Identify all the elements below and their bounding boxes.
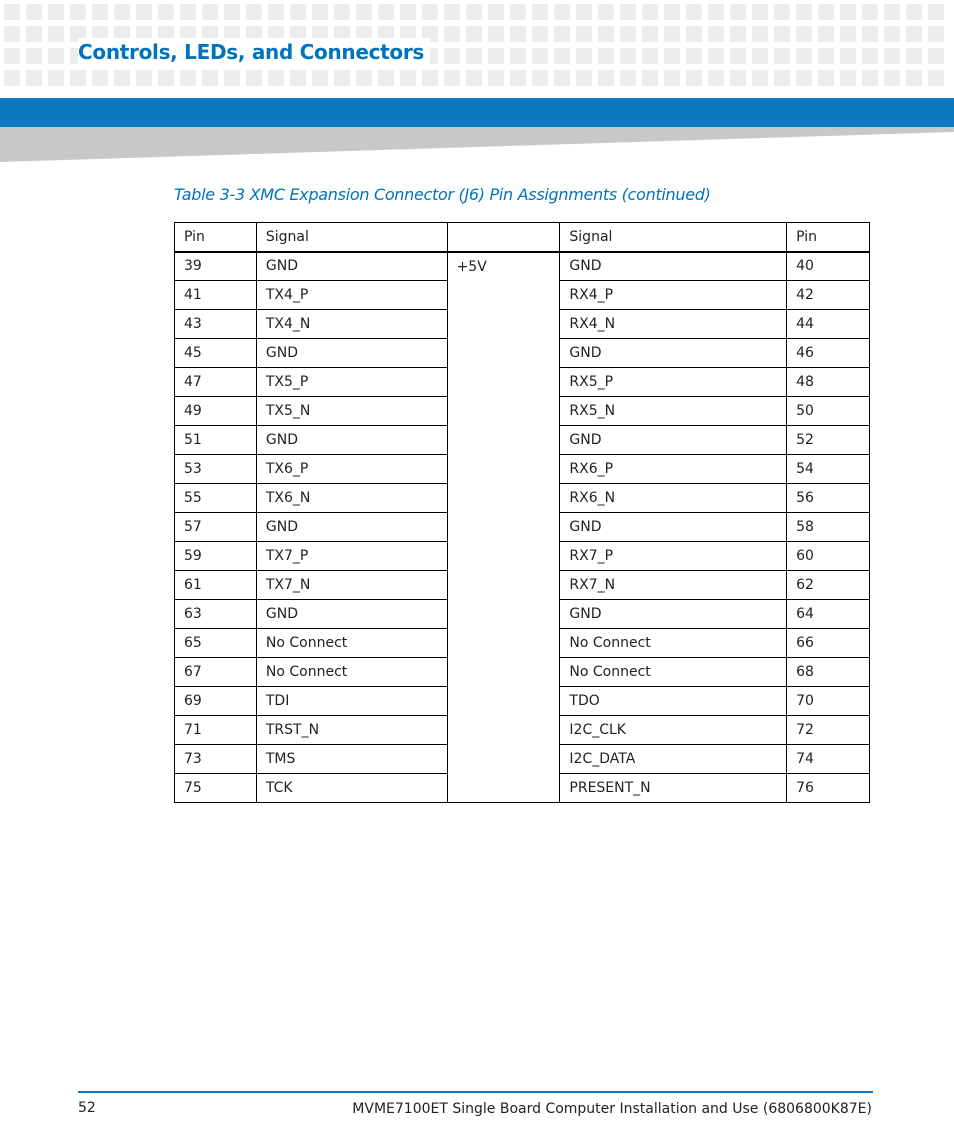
footer-rule — [78, 1091, 873, 1093]
pattern-square — [906, 26, 922, 42]
signal-right-cell: PRESENT_N — [560, 774, 787, 803]
pattern-square — [928, 4, 944, 20]
pin-left-cell: 67 — [175, 658, 257, 687]
pattern-square — [818, 4, 834, 20]
pattern-square — [708, 70, 724, 86]
pattern-square — [70, 70, 86, 86]
pattern-square — [928, 48, 944, 64]
signal-right-cell: RX6_P — [560, 455, 787, 484]
pattern-square — [488, 48, 504, 64]
pin-left-cell: 65 — [175, 629, 257, 658]
pattern-square — [312, 70, 328, 86]
header-gray-wedge — [0, 127, 954, 165]
pin-right-cell: 42 — [787, 281, 870, 310]
pattern-square — [554, 48, 570, 64]
pin-right-cell: 52 — [787, 426, 870, 455]
pin-left-cell: 43 — [175, 310, 257, 339]
section-title: Controls, LEDs, and Connectors — [78, 38, 430, 66]
pin-left-cell: 53 — [175, 455, 257, 484]
pin-right-cell: 74 — [787, 745, 870, 774]
pattern-square — [554, 26, 570, 42]
pin-right-cell: 64 — [787, 600, 870, 629]
pin-right-cell: 46 — [787, 339, 870, 368]
signal-left-cell: GND — [256, 513, 447, 542]
pin-right-cell: 68 — [787, 658, 870, 687]
pattern-square — [48, 4, 64, 20]
pin-left-cell: 73 — [175, 745, 257, 774]
pattern-square — [136, 70, 152, 86]
pattern-square — [92, 4, 108, 20]
pattern-square — [818, 26, 834, 42]
pattern-square — [818, 70, 834, 86]
signal-right-cell: No Connect — [560, 658, 787, 687]
pattern-square — [4, 26, 20, 42]
pattern-square — [906, 70, 922, 86]
pattern-square — [686, 70, 702, 86]
pattern-square — [532, 26, 548, 42]
pattern-square — [202, 4, 218, 20]
pattern-square — [708, 4, 724, 20]
pattern-square — [532, 48, 548, 64]
pattern-square — [774, 4, 790, 20]
pin-right-cell: 76 — [787, 774, 870, 803]
pattern-square — [928, 26, 944, 42]
signal-left-cell: GND — [256, 339, 447, 368]
pattern-square — [664, 70, 680, 86]
signal-left-cell: TX5_P — [256, 368, 447, 397]
pattern-square — [620, 4, 636, 20]
header-pin-left: Pin — [175, 223, 257, 252]
header-blue-bar — [0, 98, 954, 127]
power-cell: +5V — [447, 252, 560, 803]
pattern-square — [400, 4, 416, 20]
table-header-row — [175, 223, 870, 252]
pattern-square — [26, 48, 42, 64]
pattern-square — [598, 4, 614, 20]
pattern-square — [642, 26, 658, 42]
pattern-square — [708, 26, 724, 42]
pattern-square — [884, 26, 900, 42]
signal-right-cell: I2C_DATA — [560, 745, 787, 774]
signal-left-cell: No Connect — [256, 658, 447, 687]
pin-right-cell: 70 — [787, 687, 870, 716]
pattern-square — [796, 4, 812, 20]
pin-right-cell: 62 — [787, 571, 870, 600]
pattern-square — [136, 4, 152, 20]
pattern-square — [488, 70, 504, 86]
pattern-square — [224, 70, 240, 86]
pin-left-cell: 59 — [175, 542, 257, 571]
pattern-square — [686, 4, 702, 20]
pattern-square — [598, 70, 614, 86]
pattern-square — [510, 4, 526, 20]
pin-assignment-table — [174, 222, 870, 803]
pattern-square — [246, 70, 262, 86]
pattern-square — [642, 4, 658, 20]
pattern-square — [818, 48, 834, 64]
signal-right-cell: GND — [560, 252, 787, 281]
pattern-square — [906, 4, 922, 20]
pin-right-cell: 56 — [787, 484, 870, 513]
pin-left-cell: 57 — [175, 513, 257, 542]
pattern-square — [466, 48, 482, 64]
pin-right-cell: 72 — [787, 716, 870, 745]
pattern-square — [598, 48, 614, 64]
signal-right-cell: GND — [560, 426, 787, 455]
signal-left-cell: TX6_P — [256, 455, 447, 484]
pattern-square — [334, 4, 350, 20]
pin-left-cell: 45 — [175, 339, 257, 368]
pattern-square — [862, 48, 878, 64]
pattern-square — [840, 70, 856, 86]
pattern-square — [444, 70, 460, 86]
pin-right-cell: 58 — [787, 513, 870, 542]
pattern-square — [664, 4, 680, 20]
pattern-square — [862, 26, 878, 42]
signal-left-cell: TX4_N — [256, 310, 447, 339]
pin-left-cell: 41 — [175, 281, 257, 310]
pattern-square — [774, 70, 790, 86]
signal-right-cell: No Connect — [560, 629, 787, 658]
pattern-square — [48, 70, 64, 86]
pattern-square — [48, 48, 64, 64]
pin-left-cell: 47 — [175, 368, 257, 397]
pattern-square — [70, 4, 86, 20]
pattern-square — [752, 26, 768, 42]
pattern-square — [840, 48, 856, 64]
pin-left-cell: 75 — [175, 774, 257, 803]
pattern-square — [884, 70, 900, 86]
pin-right-cell: 40 — [787, 252, 870, 281]
signal-left-cell: GND — [256, 426, 447, 455]
pattern-square — [378, 70, 394, 86]
pattern-square — [26, 26, 42, 42]
pattern-square — [686, 26, 702, 42]
header-middle — [447, 223, 560, 252]
signal-right-cell: RX6_N — [560, 484, 787, 513]
pattern-square — [576, 26, 592, 42]
pattern-square — [488, 4, 504, 20]
signal-left-cell: GND — [256, 252, 447, 281]
pattern-square — [510, 70, 526, 86]
pattern-square — [48, 26, 64, 42]
pattern-square — [4, 48, 20, 64]
signal-right-cell: RX4_N — [560, 310, 787, 339]
pattern-square — [840, 26, 856, 42]
signal-right-cell: RX5_P — [560, 368, 787, 397]
signal-left-cell: No Connect — [256, 629, 447, 658]
pattern-square — [730, 70, 746, 86]
pattern-square — [290, 70, 306, 86]
header-signal-left: Signal — [256, 223, 447, 252]
pattern-square — [422, 4, 438, 20]
pattern-square — [620, 48, 636, 64]
pattern-square — [840, 4, 856, 20]
pattern-square — [642, 48, 658, 64]
pin-right-cell: 60 — [787, 542, 870, 571]
pattern-square — [862, 4, 878, 20]
signal-right-cell: GND — [560, 513, 787, 542]
pin-right-cell: 44 — [787, 310, 870, 339]
pattern-square — [158, 4, 174, 20]
pattern-square — [356, 70, 372, 86]
pattern-square — [378, 4, 394, 20]
signal-right-cell: RX4_P — [560, 281, 787, 310]
signal-left-cell: TX5_N — [256, 397, 447, 426]
pattern-square — [554, 70, 570, 86]
pattern-square — [884, 48, 900, 64]
pattern-square — [4, 4, 20, 20]
pattern-square — [246, 4, 262, 20]
pattern-square — [312, 4, 328, 20]
pattern-square — [576, 4, 592, 20]
pattern-square — [620, 70, 636, 86]
signal-right-cell: GND — [560, 339, 787, 368]
pattern-square — [752, 70, 768, 86]
signal-left-cell: TMS — [256, 745, 447, 774]
pattern-square — [356, 4, 372, 20]
header-pin-right: Pin — [787, 223, 870, 252]
pattern-square — [862, 70, 878, 86]
pin-right-cell: 50 — [787, 397, 870, 426]
signal-left-cell: TDI — [256, 687, 447, 716]
pattern-square — [642, 70, 658, 86]
pin-right-cell: 66 — [787, 629, 870, 658]
pattern-square — [664, 26, 680, 42]
pattern-square — [532, 4, 548, 20]
pin-left-cell: 51 — [175, 426, 257, 455]
pattern-square — [730, 4, 746, 20]
signal-left-cell: GND — [256, 600, 447, 629]
pattern-square — [928, 70, 944, 86]
pattern-square — [290, 4, 306, 20]
pattern-square — [158, 70, 174, 86]
pattern-square — [26, 70, 42, 86]
signal-left-cell: TX7_N — [256, 571, 447, 600]
signal-left-cell: TRST_N — [256, 716, 447, 745]
header-signal-right: Signal — [560, 223, 787, 252]
signal-left-cell: TCK — [256, 774, 447, 803]
pattern-square — [796, 48, 812, 64]
pattern-square — [268, 70, 284, 86]
pattern-square — [796, 26, 812, 42]
pattern-square — [532, 70, 548, 86]
signal-left-cell: TX6_N — [256, 484, 447, 513]
pattern-square — [466, 70, 482, 86]
pattern-square — [422, 70, 438, 86]
signal-left-cell: TX7_P — [256, 542, 447, 571]
pin-left-cell: 55 — [175, 484, 257, 513]
table-caption: Table 3-3 XMC Expansion Connector (J6) Pin Assignments (continued) — [174, 185, 711, 204]
pattern-square — [774, 48, 790, 64]
pattern-square — [554, 4, 570, 20]
pattern-square — [466, 4, 482, 20]
signal-right-cell: TDO — [560, 687, 787, 716]
signal-right-cell: I2C_CLK — [560, 716, 787, 745]
pattern-square — [444, 48, 460, 64]
signal-left-cell: TX4_P — [256, 281, 447, 310]
signal-right-cell: RX7_N — [560, 571, 787, 600]
signal-right-cell: RX7_P — [560, 542, 787, 571]
pattern-square — [510, 26, 526, 42]
table-body — [175, 252, 870, 803]
pattern-square — [334, 70, 350, 86]
table-row — [175, 252, 870, 281]
pattern-square — [752, 4, 768, 20]
pattern-square — [576, 70, 592, 86]
pattern-square — [510, 48, 526, 64]
pattern-square — [26, 4, 42, 20]
pattern-square — [268, 4, 284, 20]
pattern-square — [708, 48, 724, 64]
document-title: MVME7100ET Single Board Computer Installation and Use (6806800K87E) — [352, 1101, 872, 1117]
pattern-square — [796, 70, 812, 86]
pattern-square — [730, 48, 746, 64]
pattern-square — [752, 48, 768, 64]
pattern-square — [466, 26, 482, 42]
signal-right-cell: GND — [560, 600, 787, 629]
pattern-square — [906, 48, 922, 64]
pattern-square — [488, 26, 504, 42]
pattern-square — [884, 4, 900, 20]
pattern-square — [774, 26, 790, 42]
pattern-square — [576, 48, 592, 64]
pin-right-cell: 54 — [787, 455, 870, 484]
pattern-square — [664, 48, 680, 64]
pattern-square — [400, 70, 416, 86]
pattern-square — [202, 70, 218, 86]
pattern-square — [730, 26, 746, 42]
pattern-square — [114, 4, 130, 20]
pin-left-cell: 69 — [175, 687, 257, 716]
pattern-square — [444, 26, 460, 42]
pin-left-cell: 61 — [175, 571, 257, 600]
pin-right-cell: 48 — [787, 368, 870, 397]
pattern-square — [598, 26, 614, 42]
signal-right-cell: RX5_N — [560, 397, 787, 426]
page-number: 52 — [78, 1100, 96, 1116]
pattern-square — [180, 4, 196, 20]
pattern-square — [180, 70, 196, 86]
pattern-square — [224, 4, 240, 20]
pattern-square — [620, 26, 636, 42]
pattern-square — [444, 4, 460, 20]
pattern-square — [92, 70, 108, 86]
pin-left-cell: 39 — [175, 252, 257, 281]
pattern-square — [114, 70, 130, 86]
pattern-square — [686, 48, 702, 64]
pin-left-cell: 63 — [175, 600, 257, 629]
pattern-square — [4, 70, 20, 86]
pin-left-cell: 71 — [175, 716, 257, 745]
pin-left-cell: 49 — [175, 397, 257, 426]
